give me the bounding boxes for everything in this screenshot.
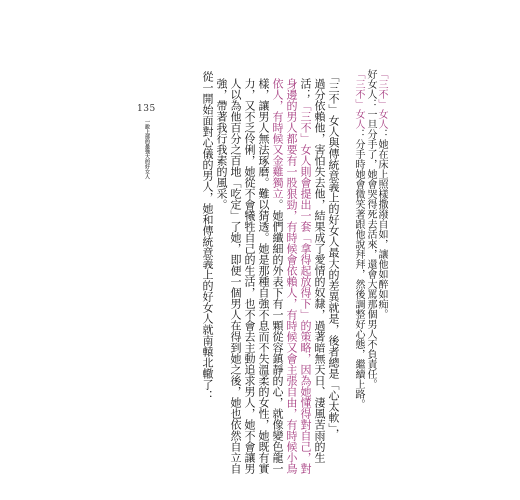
text-run: 過分依賴他，害怕失去他，結果成了愛情的奴隸，過著暗無天日、淒風苦雨的生 [313, 78, 326, 463]
text-run: 「三不」女人與傳統意義上的好女人最大的差異就是，後者總是「心太軟」， [327, 71, 340, 440]
text-column [271, 78, 284, 474]
text-column [376, 69, 387, 319]
text-run: 好女人：一旦分手了，她會哭得死去活來，還會大罵那個男人不負責任。 [365, 69, 376, 389]
highlighted-phrase: 「三不」女人 [353, 69, 364, 129]
running-head: 一說上部的最強大的好女人 [144, 119, 150, 179]
text-run: 強，帶著我行我素的風采。 [215, 78, 228, 210]
text-column [327, 71, 340, 440]
text-run: 活； [299, 78, 312, 100]
highlighted-phrase: 身邊的男人都要有一股狠勁，有時候會依賴人，有時候又會主張自由，有時候小鳥 [285, 78, 298, 474]
text-run: ：她在床上照樣撒潑自如，讓他如醉如痴。 [376, 129, 387, 319]
text-column [285, 78, 298, 474]
text-column [257, 78, 270, 474]
text-column [229, 78, 242, 474]
highlighted-phrase: 「三不」女人則會提出一套「拿得起放得下」的策略，因為她懂得對自己，對 [299, 100, 312, 474]
text-column [313, 78, 326, 463]
text-run: 從一開始面對心儀的男人，她和傳統意義上的好女人就南轅北轍了： [201, 71, 214, 401]
text-run: 人以為他百分之百地「吃定」了她，即便一個男人在得到她之後，她也依然自立自 [229, 78, 242, 474]
text-column [299, 78, 312, 474]
text-run: ：分手時她會微笑著跟他說拜拜，然後調整好心態，繼續上路。 [353, 129, 364, 409]
text-run: 力，又不乏伶俐，她從不會犧牲自己的生活，也不會去主動追求男人，她不會讓男 [243, 78, 256, 474]
highlighted-phrase: 依人，有時候又金雞獨立 [271, 78, 284, 199]
text-run: 。她們纖細的外表下有一顆從容鎮靜的心，就像變色龍一 [271, 199, 284, 474]
highlighted-phrase: 「三不」女人 [376, 69, 387, 129]
page-number: 135 [137, 104, 156, 114]
text-column [215, 78, 228, 210]
text-column [201, 71, 214, 401]
text-column [353, 69, 364, 409]
text-column [365, 69, 376, 389]
text-run: 樣，讓男人無法琢磨。難以猜透。她是那種自強不息而不失溫柔的女性，她既有實 [257, 78, 270, 474]
text-column [243, 78, 256, 474]
